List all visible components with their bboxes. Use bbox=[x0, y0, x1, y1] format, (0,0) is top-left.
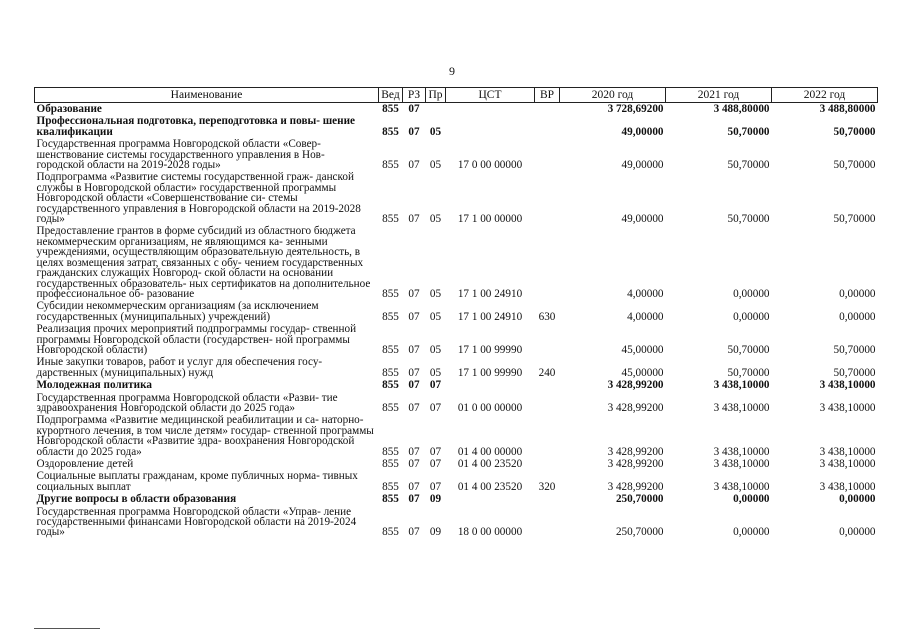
row-ved: 855 bbox=[382, 379, 399, 392]
row-vr: 320 bbox=[538, 480, 556, 493]
row-vr bbox=[535, 138, 560, 171]
row-value-2021: 0,00000 bbox=[733, 493, 770, 506]
row-name: Оздоровление детей bbox=[36, 458, 134, 470]
row-vr bbox=[535, 506, 560, 539]
table-header-row bbox=[35, 88, 878, 103]
row-pr bbox=[426, 103, 446, 116]
row-cst bbox=[446, 493, 535, 505]
row-value-2022: 50,70000 bbox=[833, 366, 876, 379]
table-row bbox=[35, 323, 878, 356]
row-cst: 17 1 00 00000 bbox=[457, 213, 523, 226]
row-value-2022: 3 438,10000 bbox=[819, 379, 876, 392]
row-value-2020: 3 728,69200 bbox=[607, 103, 664, 115]
table-row bbox=[35, 356, 878, 379]
row-value-2022: 50,70000 bbox=[833, 213, 876, 226]
row-rz: 07 bbox=[408, 379, 420, 392]
row-cst bbox=[446, 115, 535, 138]
row-ved: 855 bbox=[382, 445, 399, 458]
row-value-2020: 49,00000 bbox=[621, 125, 664, 138]
table-body bbox=[35, 103, 878, 539]
row-name: Другие вопросы в области образования bbox=[36, 493, 237, 506]
row-value-2022: 50,70000 bbox=[833, 159, 876, 172]
row-pr: 07 bbox=[429, 480, 442, 493]
row-value-2020: 45,00000 bbox=[621, 366, 664, 379]
row-value-2020: 3 428,99200 bbox=[607, 480, 664, 493]
row-value-2022: 0,00000 bbox=[839, 526, 876, 539]
row-value-2021: 0,00000 bbox=[733, 526, 770, 539]
budget-table bbox=[34, 87, 878, 539]
row-pr: 09 bbox=[429, 493, 442, 506]
row-value-2021: 50,70000 bbox=[727, 159, 770, 172]
header-2020: 2020 год bbox=[560, 88, 666, 103]
row-value-2021: 3 438,10000 bbox=[713, 480, 770, 493]
row-value-2021: 0,00000 bbox=[733, 287, 770, 300]
row-rz: 07 bbox=[408, 480, 420, 493]
row-cst: 01 4 00 23520 bbox=[457, 458, 523, 470]
header-cst: ЦСТ bbox=[446, 88, 535, 103]
row-cst: 17 1 00 24910 bbox=[457, 310, 523, 323]
row-value-2020: 49,00000 bbox=[621, 213, 664, 226]
row-rz: 07 bbox=[408, 103, 420, 115]
row-ved: 855 bbox=[382, 366, 399, 379]
row-rz: 07 bbox=[408, 125, 420, 138]
row-cst: 01 0 00 00000 bbox=[457, 401, 523, 414]
row-ved: 855 bbox=[382, 493, 399, 506]
header-2021: 2021 год bbox=[666, 88, 772, 103]
row-value-2020: 45,00000 bbox=[621, 343, 664, 356]
page-number: 9 bbox=[449, 64, 455, 78]
row-value-2021: 50,70000 bbox=[727, 125, 770, 138]
row-ved: 855 bbox=[382, 287, 399, 300]
row-name: Образование bbox=[36, 103, 102, 115]
row-value-2021: 3 438,10000 bbox=[713, 458, 770, 470]
row-value-2022: 0,00000 bbox=[839, 310, 876, 323]
row-ved: 855 bbox=[382, 125, 399, 138]
header-2022: 2022 год bbox=[772, 88, 878, 103]
row-value-2021: 50,70000 bbox=[727, 343, 770, 356]
header-name: Наименование bbox=[35, 88, 379, 103]
row-value-2022: 3 488,80000 bbox=[819, 103, 876, 115]
row-pr: 07 bbox=[429, 379, 442, 392]
row-value-2020: 3 428,99200 bbox=[607, 379, 664, 392]
row-value-2021: 3 438,10000 bbox=[713, 401, 770, 414]
table-row bbox=[35, 103, 878, 116]
table-row bbox=[35, 392, 878, 415]
row-value-2020: 3 428,99200 bbox=[607, 401, 664, 414]
row-cst: 01 4 00 23520 bbox=[457, 480, 523, 493]
row-vr bbox=[535, 323, 560, 356]
row-rz: 07 bbox=[408, 213, 420, 226]
row-pr: 05 bbox=[429, 213, 442, 226]
row-cst bbox=[446, 103, 535, 116]
table-row bbox=[35, 225, 878, 300]
header-ved: Вед bbox=[379, 88, 403, 103]
row-vr: 630 bbox=[538, 310, 556, 323]
row-rz: 07 bbox=[408, 458, 420, 470]
row-name: Иные закупки товаров, работ и услуг для обеспечения госу- дарственных (муниципальных) нужд bbox=[36, 356, 323, 379]
row-value-2021: 50,70000 bbox=[727, 213, 770, 226]
row-value-2022: 50,70000 bbox=[833, 125, 876, 138]
row-value-2020: 3 428,99200 bbox=[607, 445, 664, 458]
table-row bbox=[35, 470, 878, 493]
header-rz: РЗ bbox=[403, 88, 426, 103]
row-pr: 07 bbox=[429, 445, 442, 458]
table-row bbox=[35, 493, 878, 505]
row-value-2021: 3 438,10000 bbox=[713, 379, 770, 392]
row-cst: 18 0 00 00000 bbox=[457, 526, 523, 539]
row-cst: 01 4 00 00000 bbox=[457, 445, 523, 458]
row-cst: 17 1 00 99990 bbox=[457, 366, 523, 379]
row-value-2020: 49,00000 bbox=[621, 159, 664, 172]
row-value-2020: 3 428,99200 bbox=[607, 458, 664, 470]
row-vr bbox=[535, 225, 560, 300]
row-rz: 07 bbox=[408, 526, 420, 539]
row-rz: 07 bbox=[408, 366, 420, 379]
row-vr: 240 bbox=[538, 366, 556, 379]
row-ved: 855 bbox=[382, 343, 399, 356]
row-rz: 07 bbox=[408, 401, 420, 414]
table-row bbox=[35, 458, 878, 470]
row-cst: 17 1 00 24910 bbox=[457, 287, 523, 300]
row-value-2020: 4,00000 bbox=[627, 287, 664, 300]
header-vr: ВР bbox=[535, 88, 560, 103]
row-vr bbox=[535, 115, 560, 138]
row-vr bbox=[535, 379, 560, 391]
row-ved: 855 bbox=[382, 159, 399, 172]
row-ved: 855 bbox=[382, 103, 399, 115]
row-pr: 05 bbox=[429, 287, 442, 300]
row-name: Предоставление грантов в форме субсидий из областного бюджета некоммерческим организациям, не являющимся ка- зенными учреждениями, осуществляющим образовательную деятельность, в целях возмещения затрат, связанных с обу- чением государственных гражданских служащих Новгород- ской области на основании государственных образователь- ных сертификатов на дополнительное профессиональное об- разование bbox=[36, 225, 371, 300]
row-pr: 05 bbox=[429, 366, 442, 379]
table-row bbox=[35, 171, 878, 225]
row-pr: 07 bbox=[429, 401, 442, 414]
row-cst bbox=[446, 379, 535, 391]
row-value-2020: 4,00000 bbox=[627, 310, 664, 323]
row-name: Государственная программа Новгородской области «Совер- шенствование системы государственного управления в Нов- городской области на 2019-2028 годы» bbox=[36, 138, 325, 172]
table-row bbox=[35, 300, 878, 323]
row-ved: 855 bbox=[382, 310, 399, 323]
row-value-2021: 50,70000 bbox=[727, 366, 770, 379]
row-pr: 05 bbox=[429, 125, 442, 138]
footer-rule bbox=[34, 628, 100, 629]
row-vr bbox=[535, 392, 560, 415]
table-row bbox=[35, 414, 878, 458]
row-vr bbox=[535, 458, 560, 470]
row-cst: 17 0 00 00000 bbox=[457, 159, 523, 172]
table-row bbox=[35, 379, 878, 391]
row-name: Субсидии некоммерческим организациям (за исключением государственных (муниципальных) учреждений) bbox=[36, 300, 319, 323]
row-name: Молодежная политика bbox=[36, 379, 152, 392]
row-value-2022: 3 438,10000 bbox=[819, 401, 876, 414]
row-vr bbox=[535, 493, 560, 505]
row-name: Реализация прочих мероприятий подпрограммы государ- ственной программы Новгородской области (государствен- ной программы Новгородской области) bbox=[36, 323, 357, 356]
row-ved: 855 bbox=[382, 213, 399, 226]
row-name: Социальные выплаты гражданам, кроме публичных норма- тивных социальных выплат bbox=[36, 470, 358, 493]
row-value-2021: 3 438,10000 bbox=[713, 445, 770, 458]
row-rz: 07 bbox=[408, 310, 420, 323]
row-rz: 07 bbox=[408, 493, 420, 506]
row-name: Подпрограмма «Развитие системы государственной граж- данской службы в Новгородской области» государственной программы Новгородской области «Совершенствование си- стемы государственного управления в Новгородской области на 2019-2028 годы» bbox=[36, 171, 361, 226]
header-pr: Пр bbox=[426, 88, 446, 103]
row-rz: 07 bbox=[408, 159, 420, 172]
row-cst: 17 1 00 99990 bbox=[457, 343, 523, 356]
row-value-2022: 3 438,10000 bbox=[819, 445, 876, 458]
row-pr: 05 bbox=[429, 343, 442, 356]
row-ved: 855 bbox=[382, 480, 399, 493]
row-pr: 05 bbox=[429, 159, 442, 172]
row-value-2022: 0,00000 bbox=[839, 493, 876, 506]
row-vr bbox=[535, 103, 560, 116]
table-row bbox=[35, 506, 878, 539]
row-rz: 07 bbox=[408, 343, 420, 356]
row-name: Подпрограмма «Развитие медицинской реабилитации и са- наторно-курортного лечения, в том числе детям» государ- ственной программы Новгородской области «Развитие здра- воохранения Новгородской области до 2025 года» bbox=[36, 414, 374, 458]
row-value-2022: 3 438,10000 bbox=[819, 458, 876, 470]
row-rz: 07 bbox=[408, 445, 420, 458]
table-row bbox=[35, 138, 878, 171]
row-name: Государственная программа Новгородской области «Разви- тие здравоохранения Новгородской области до 2025 года» bbox=[36, 391, 338, 414]
row-value-2021: 3 488,80000 bbox=[713, 103, 770, 115]
row-name: Государственная программа Новгородской области «Управ- ление государственными финансами Новгородской области на 2019-2024 годы» bbox=[36, 505, 357, 539]
row-value-2022: 0,00000 bbox=[839, 287, 876, 300]
row-vr bbox=[535, 171, 560, 225]
row-vr bbox=[535, 414, 560, 458]
row-pr: 07 bbox=[429, 458, 442, 470]
row-name: Профессиональная подготовка, переподготовка и повы- шение квалификации bbox=[36, 115, 356, 138]
row-ved: 855 bbox=[382, 458, 399, 470]
row-rz: 07 bbox=[408, 287, 420, 300]
row-pr: 05 bbox=[429, 310, 442, 323]
row-value-2020: 250,70000 bbox=[615, 493, 664, 506]
row-value-2022: 3 438,10000 bbox=[819, 480, 876, 493]
table-row bbox=[35, 115, 878, 138]
row-pr: 09 bbox=[429, 526, 442, 539]
row-ved: 855 bbox=[382, 526, 399, 539]
row-value-2022: 50,70000 bbox=[833, 343, 876, 356]
row-value-2021: 0,00000 bbox=[733, 310, 770, 323]
row-ved: 855 bbox=[382, 401, 399, 414]
row-value-2020: 250,70000 bbox=[615, 526, 664, 539]
